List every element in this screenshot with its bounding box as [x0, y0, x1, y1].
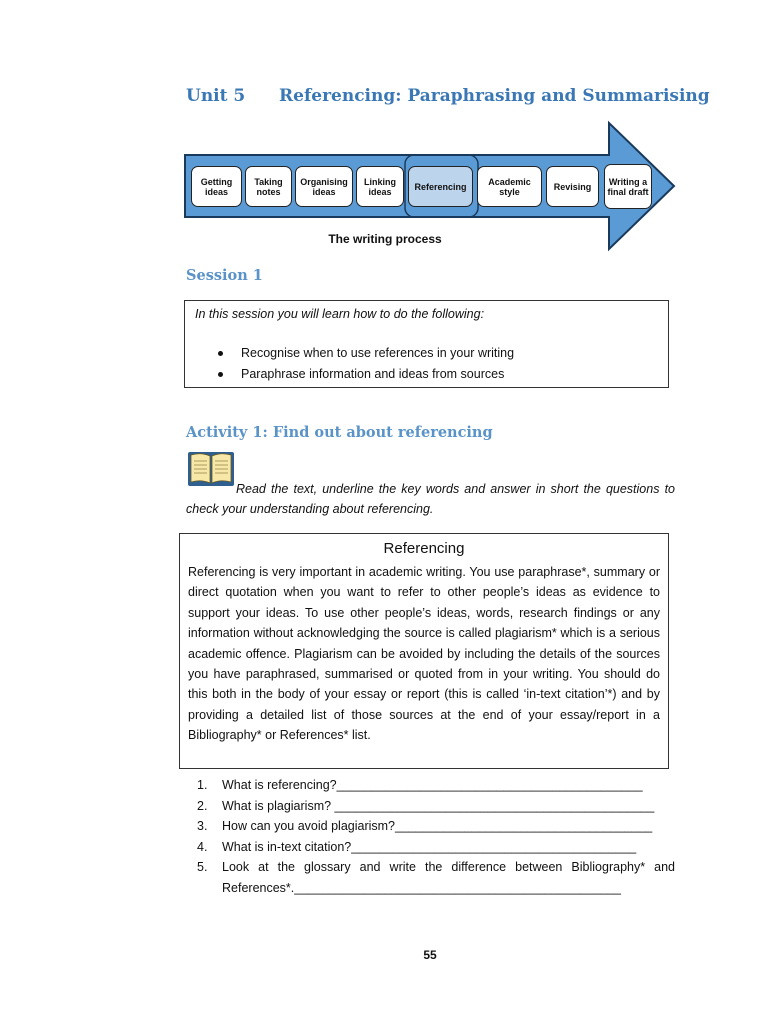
step-academic-style: Academic style	[477, 166, 542, 207]
reading-heading: Referencing	[383, 540, 465, 557]
question-item: 2. What is plagiarism? ______________________________________________	[197, 798, 655, 813]
objectives-intro: In this session you will learn how to do the following:	[195, 307, 485, 321]
unit-name: Referencing: Paraphrasing and Summarising	[279, 86, 710, 106]
step-referencing: Referencing	[408, 166, 473, 207]
step-revising: Revising	[546, 166, 599, 207]
question-item: 5. Look at the glossary and write the difference between Bibliography* and References*._______________________________________________	[197, 860, 675, 895]
activity-instructions: Read the text, underline the key words and answer in short the questions to check your understanding about referencing.	[186, 482, 675, 516]
unit-number: Unit 5	[186, 86, 246, 106]
question-item: 4. What is in-text citation?_________________________________________	[197, 839, 637, 854]
questions-list	[197, 775, 675, 898]
session-title: Session 1	[186, 267, 263, 284]
objective-item: Paraphrase information and ideas from sources	[217, 364, 514, 385]
reading-passage-box	[179, 533, 669, 769]
unit-title	[186, 86, 746, 110]
objective-item: Recognise when to use references in your writing	[217, 343, 514, 364]
objectives-list	[217, 343, 514, 385]
step-getting-ideas: Getting ideas	[191, 166, 242, 207]
question-item: 3. How can you avoid plagiarism?_____________________________________	[197, 819, 653, 833]
reading-body: Referencing is very important in academic writing. You use paraphrase*, summary or direct quotation when you want to refer to other people’s ideas as evidence to support your ideas. To use other people’s ideas, words, research findings or any information without acknowledging the source is called plagiarism* which is a serious academic offence. Plagiarism can be avoided by including the details of the sources you have paraphrased, summarised or quoted from in your writing. You should do this both in the body of your essay or report (this is called ‘in-text citation’*) and by providing a detailed list of those sources at the end of your essay/report in a Bibliography* or References* list.	[188, 565, 660, 743]
step-taking-notes: Taking notes	[245, 166, 292, 207]
activity-title: Activity 1: Find out about referencing	[186, 424, 493, 441]
step-writing-final-draft: Writing a final draft	[604, 164, 652, 209]
question-item: 1. What is referencing?____________________________________________	[197, 778, 643, 792]
step-linking-ideas: Linking ideas	[356, 166, 404, 207]
process-caption: The writing process	[328, 232, 442, 246]
objectives-box	[184, 300, 669, 388]
step-organising-ideas: Organising ideas	[295, 166, 353, 207]
page-number: 55	[423, 948, 437, 962]
